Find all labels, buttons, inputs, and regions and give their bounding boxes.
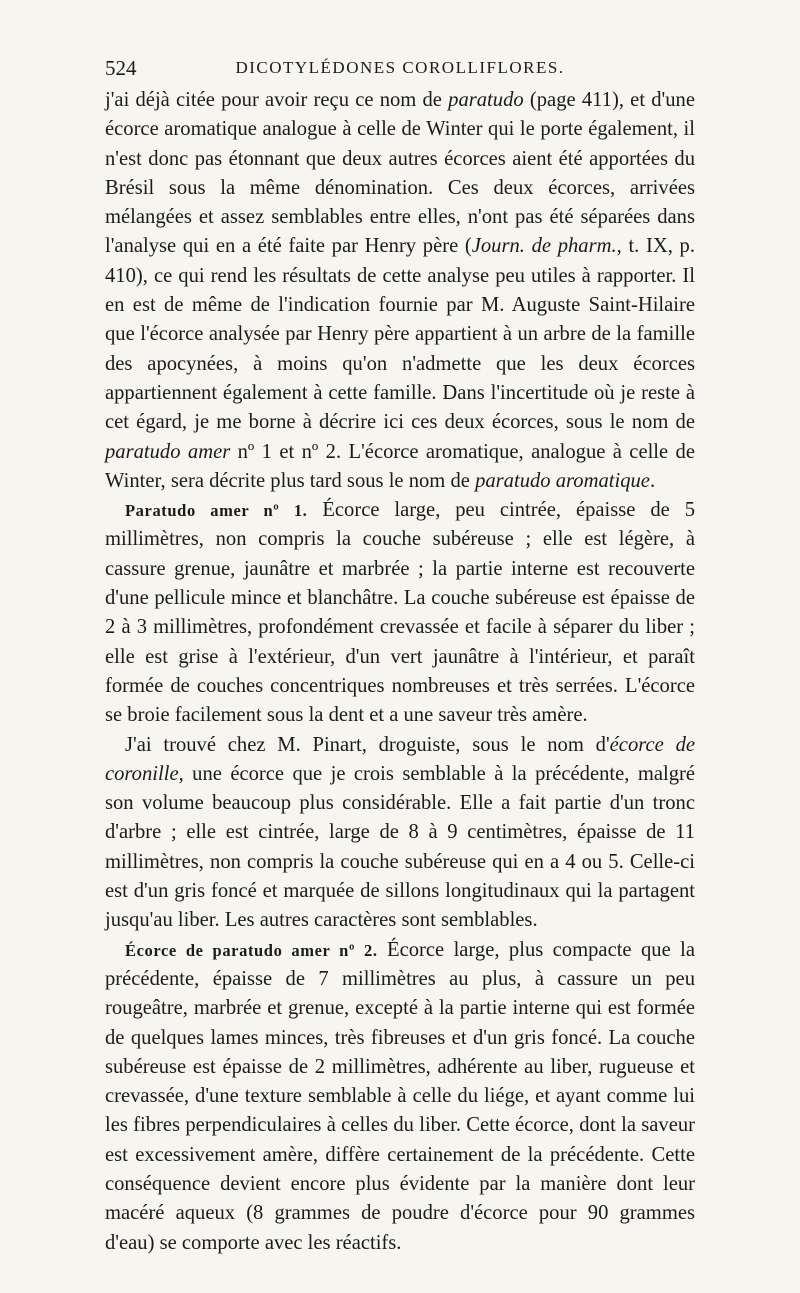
text-run: Écorce large, plus compacte que la précédente, épaisse de 7 millimètres au plus, à cassure un peu rougeâtre, marbrée et grenue, excepté à la partie interne qui est formée de quelques lames minces, très fibreuses et d'un gris foncé. La couche subéreuse est épaisse de 2 millimètres, adhérente au liber, rugueuse et crevassée, d'une texture semblable à celle du liége, et ayant comme lui les fibres perpendiculaires à celles du liber. Cette écorce, dont la saveur est excessivement amère, diffère certainement de la précédente. Cette conséquence devient encore plus évidente par la manière dont leur macéré aqueux (8 grammes de poudre d'écorce pour 90 grammes d'eau) se comporte avec les réactifs. [105,938,695,1254]
journal-citation: Journ. de pharm. [471,235,617,258]
italic-term: écorce de coronille [105,733,696,785]
section-heading-paratudo-1: Paratudo amer nº 1. [125,501,308,521]
paragraph-paratudo-2 [105,936,695,1258]
italic-term: paratudo [448,89,524,111]
running-header [105,54,695,84]
italic-term: paratudo amer [105,440,231,463]
text-run: (page 411), et d'une écorce aromatique analogue à celle de Winter qui le porte également, il n'est donc pas étonnant que deux autres écorces aient été apportées du Brésil sous la même dénomination. Ces deux écorces, arrivées mélangées et assez semblables entre elles, n'ont pas été séparées dans l'analyse qui en a été faite par Henry père ( [105,89,695,258]
text-run: . [649,469,656,492]
page-number: 524 [105,56,137,80]
paragraph-paratudo-1 [105,496,695,730]
text-run: J'ai trouvé chez M. Pinart, droguiste, sous le nom d' [125,733,610,756]
text-run: Écorce large, peu cintrée, épaisse de 5 millimètres, non compris la couche subéreuse ; elle est légère, à cassure grenue, jaunâtre et marbrée ; la partie interne est recouverte d'une pellicule mince et blanchâtre. La couche subéreuse est épaisse de 2 à 3 millimètres, profondément crevassée et facile à séparer du liber ; elle est grise à l'extérieur, d'un vert jaunâtre à l'intérieur, et paraît formée de couches concentriques nombreuses et très serrées. L'écorce se broie facilement sous la dent et a une saveur très amère. [105,499,696,727]
paragraph-coronille [105,731,695,936]
paragraph-continuation [105,86,695,496]
body-text [105,86,695,1258]
italic-term: paratudo aromatique [475,469,650,492]
text-run: , une écorce que je crois semblable à la précédente, malgré son volume beaucoup plus considérable. Elle a fait partie d'un tronc d'arbre ; elle est cintrée, large de 8 à 9 centimètres, épaisse de 11 millimètres, non compris la couche subéreuse qui en a 4 ou 5. Celle-ci est d'un gris foncé et marquée de sillons longitudinaux qui la partagent jusqu'au liber. Les autres caractères sont semblables. [105,762,695,932]
section-heading-paratudo-2: Écorce de paratudo amer nº 2. [125,940,378,960]
text-run: , t. IX, p. 410), ce qui rend les résultats de cette analyse peu utiles à rapporter. Il en est de même de l'indication fournie par M. Auguste Saint-Hilaire que l'écorce analysée par Henry père appartient à un arbre de la famille des apocynées, à moins qu'on n'admette que les deux écorces appartiennent également à cette famille. Dans l'incertitude où je reste à cet égard, je me borne à décrire ici ces deux écorces, sous le nom de [105,235,695,434]
text-run: j'ai déjà citée pour avoir reçu ce nom de [105,89,449,111]
running-title: DICOTYLÉDONES COROLLIFLORES. [235,58,565,77]
text-run: nº 1 et nº 2. L'écorce aromatique, analogue à celle de Winter, sera décrite plus tard sous le nom de [105,440,695,492]
